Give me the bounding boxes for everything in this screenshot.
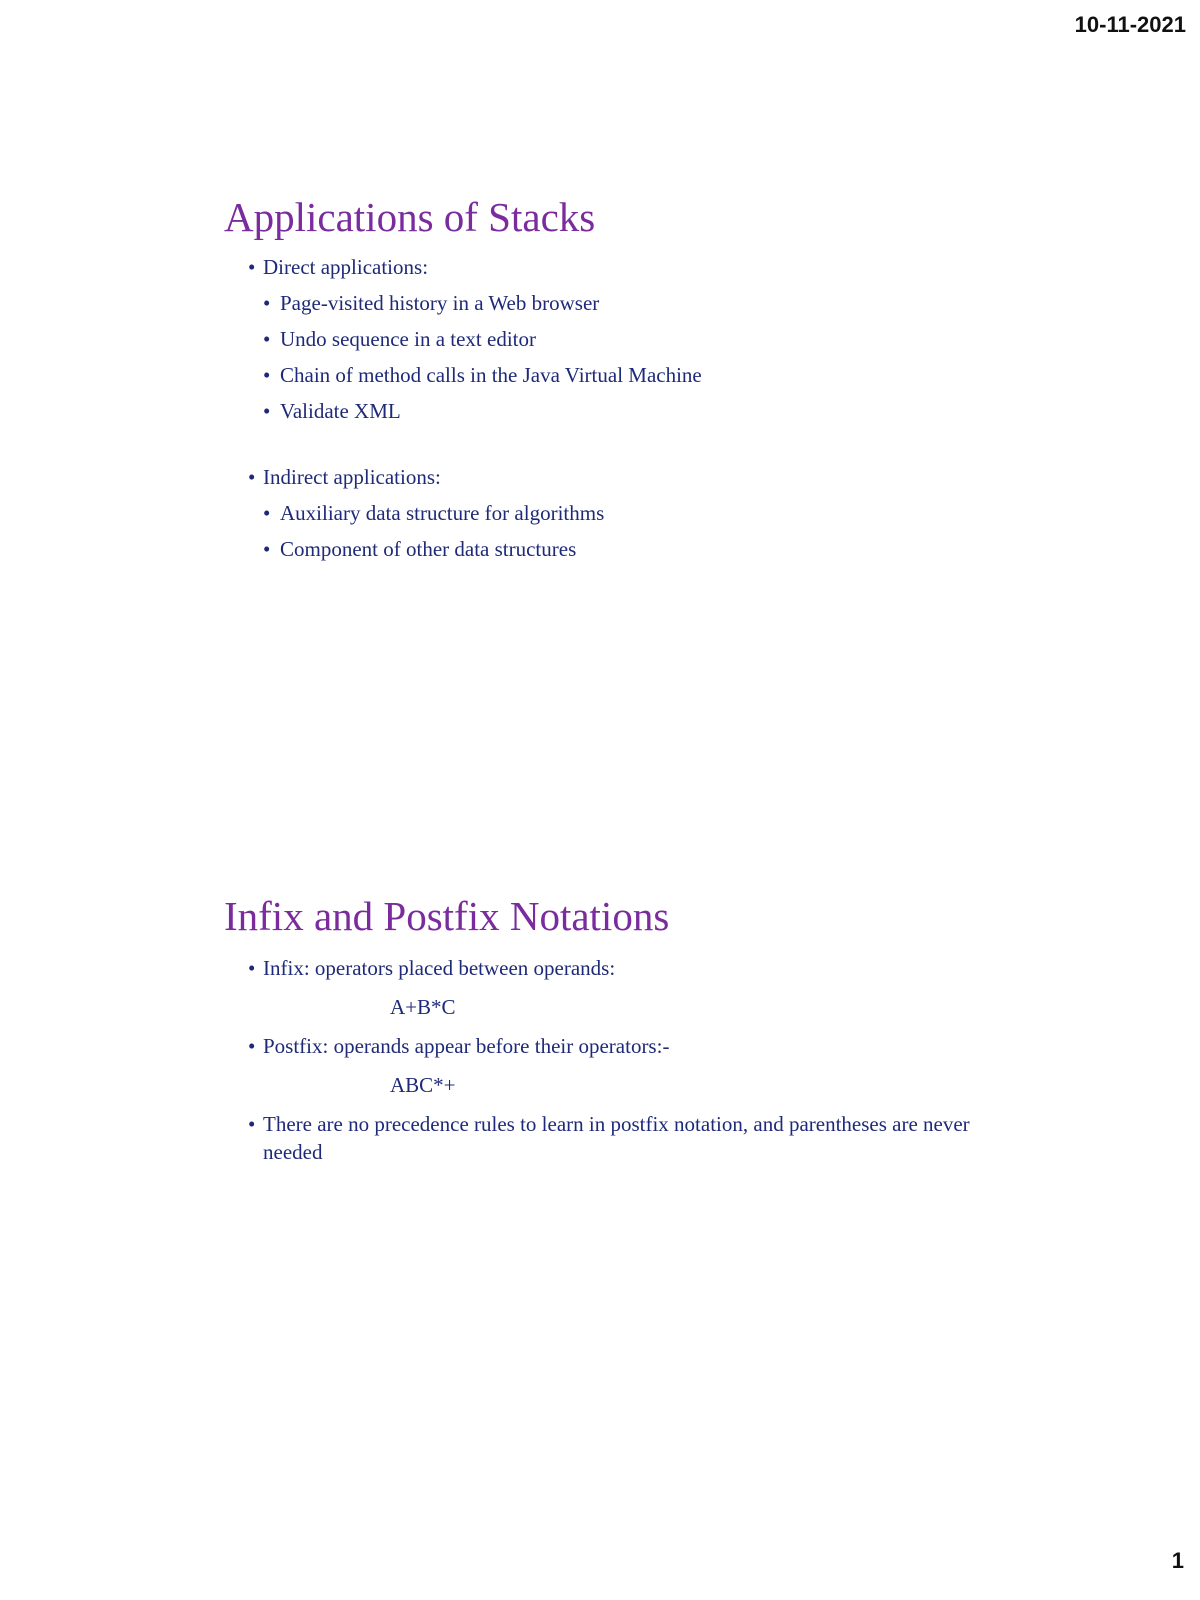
bullet-list [224,954,984,982]
sub-bullet: • Chain of method calls in the Java Virtual Machine [263,361,984,389]
bullet-precedence: • There are no precedence rules to learn in postfix notation, and parentheses are never needed [224,1110,984,1166]
sub-bullet-list [263,499,984,563]
bullet-indirect-applications [224,463,984,563]
infix-example: A+B*C [390,995,456,1019]
slide-infix-postfix-notations [224,892,984,1177]
sub-bullet-list [263,289,984,425]
bullet-infix: • Infix: operators placed between operands: [224,954,984,982]
bullet-list [224,1032,984,1060]
bullet-direct-applications [224,253,984,425]
slide-title: Infix and Postfix Notations [224,893,670,939]
slide-applications-of-stacks [224,193,984,571]
sub-bullet: • Undo sequence in a text editor [263,325,984,353]
postfix-example: ABC*+ [390,1073,456,1097]
sub-bullet: • Auxiliary data structure for algorithms [263,499,984,527]
bullet-list [224,253,984,563]
sub-bullet: • Component of other data structures [263,535,984,563]
page-number: 1 [1171,1548,1184,1573]
sub-bullet: • Validate XML [263,397,984,425]
page-date: 10-11-2021 [1074,12,1186,37]
bullet-label: Indirect applications: [263,465,441,489]
slide-title: Applications of Stacks [224,194,596,240]
bullet-postfix: • Postfix: operands appear before their operators:- [224,1032,984,1060]
bullet-list [224,1110,984,1166]
bullet-label: Direct applications: [263,255,429,279]
sub-bullet: • Page-visited history in a Web browser [263,289,984,317]
